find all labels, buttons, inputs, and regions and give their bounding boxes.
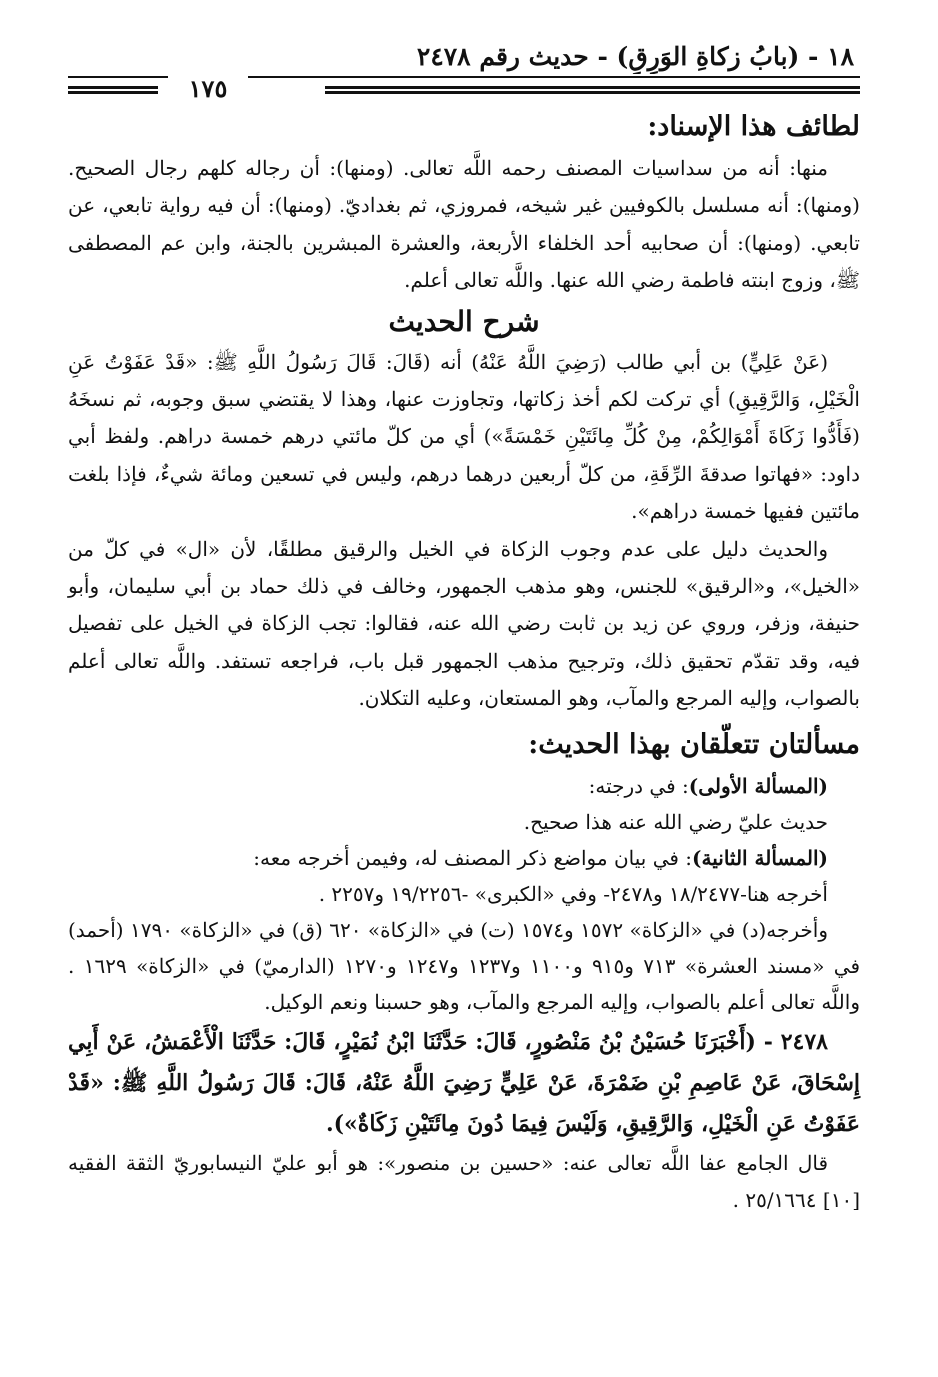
sharh-heading: شرح الحديث [388,304,540,338]
question-2-body-2: وأخرجه(د) في «الزكاة» ١٥٧٢ و١٥٧٤ (ت) في «الزكاة» ٦٢٠ (ق) في «الزكاة» ١٧٩٠ (أحمد) في «مسند العشرة» ٧١٣ و٩١٥ و١١٠٠ و١٢٣٧ و١٢٤٧ و١٢٧٠ (الدارميّ) في «الزكاة» ١٦٢٩ . واللَّه تعالى أعلم بالصواب، وإليه المرجع والمآب، وهو حسبنا ونعم الوكيل. [68,917,861,1014]
sharh-paragraph-1: (عَنْ عَلِيٍّ) بن أبي طالب (رَضِيَ اللَّهُ عَنْهُ) أنه (قَالَ: قَالَ رَسُولُ اللَّهِ ﷺ: «قَدْ عَفَوْتُ عَنِ الْخَيْلِ، وَالرَّقِيقِ) أي تركت لكم أخذ زكاتها، وتجاوزت عنها، وهذا لا يقتضي سبق وجوبه، ثم نسخَهُ (فَأَدُّوا زَكَاةَ أَمْوَالِكُمْ، مِنْ كُلِّ مِائَتَيْنِ خَمْسَةً») أي من كلّ مائتي درهم خمسة دراهم. ولفظ أبي داود: «فهاتوا صدقةَ الرِّقَةِ، من كلّ أربعين درهما درهم، وليس في تسعين ومائة شيءٌ، فإذا بلغت مائتين ففيها خمسة دراهم». [68,349,860,524]
question-1-line [68,768,860,804]
header-double-rule-right [325,86,860,94]
sharh-paragraph-2: والحديث دليل على عدم وجوب الزكاة في الخيل والرقيق مطلقًا، لأن «ال» في كلّ من «الخيل»، و«الرقيق» للجنس، وهو مذهب الجمهور، وخالف في ذلك حماد بن أبي سليمان، وأبو حنيفة، وزفر، وروي عن زيد بن ثابت رضي الله عنه، فقالوا: تجب الزكاة في الخيل على تفصيل فيه، وقد تقدّم تحقيق ذلك، وترجيح مذهب الجمهور قبل باب، فراجعه تستفد. واللَّه تعالى أعلم بالصواب، وإليه المرجع والمآب، وهو المستعان، وعليه التكلان. [68,536,860,711]
header-double-rule-left [68,86,158,94]
isnad-paragraph: منها: أنه من سداسيات المصنف رحمه اللَّه تعالى. (ومنها): أن رجاله كلهم رجال الصحيح. (ومنها): أنه مسلسل بالكوفيين غير شيخه، فمروزي، ثم بغداديّ. (ومنها): أن فيه رواية تابعي، عن تابعي. (ومنها): أن صحابيه أحد الخلفاء الأربعة، والعشرة المبشرين بالجنة، وابن عم المصطفى ﷺ، وزوج ابنته فاطمة رضي الله عنها. واللَّه تعالى أعلم. [68,156,860,293]
question-1-text: : في درجته: [588,773,689,798]
masail-heading: مسألتان تتعلّقان بهذا الحديث: [528,728,860,760]
question-2-label: (المسألة الثانية) [692,845,828,870]
question-1-label: (المسألة الأولى) [688,773,828,798]
hadith-2478: ٢٤٧٨ - (أَخْبَرَنَا حُسَيْنُ بْنُ مَنْصُورٍ، قَالَ: حَدَّثَنَا ابْنُ نُمَيْرٍ، قَالَ: حَدَّثَنَا الْأَعْمَشُ، عَنْ أَبِي إِسْحَاقَ، عَنْ عَاصِمِ بْنِ ضَمْرَةَ، عَنْ عَلِيٍّ رَضِيَ اللَّهُ عَنْهُ، قَالَ: قَالَ رَسُولُ اللَّهِ ﷺ: «قَدْ عَفَوْتُ عَنِ الْخَيْلِ، وَالرَّقِيقِ، وَلَيْسَ فِيمَا دُونَ مِائَتَيْنِ زَكَاةٌ»). [68,1028,860,1137]
running-title: ١٨ - (بابُ زكاةِ الوَرِقِ) - حديث رقم ٢٤٧٨ [416,42,854,71]
question-2-line [68,840,860,876]
header-rule [68,74,860,103]
book-page [68,40,860,1220]
jami-note: قال الجامع عفا اللَّه تعالى عنه: «حسين بن منصور»: هو أبو عليّ النيسابوريّ الثقة الفقيه [١٠] ٢٥/١٦٦٤ . [68,1150,860,1213]
page-number: ١٧٥ [168,76,248,102]
question-1-body: حديث عليّ رضي الله عنه هذا صحيح. [523,809,828,834]
isnad-heading: لطائف هذا الإسناد: [647,111,860,142]
question-2-body-1: أخرجه هنا-١٨/٢٤٧٧ و٢٤٧٨- وفي «الكبرى» -١٩/٢٢٥٦ و٢٢٥٧ . [318,881,828,906]
question-2-text: : في بيان مواضع ذكر المصنف له، وفيمن أخرجه معه: [253,845,693,870]
